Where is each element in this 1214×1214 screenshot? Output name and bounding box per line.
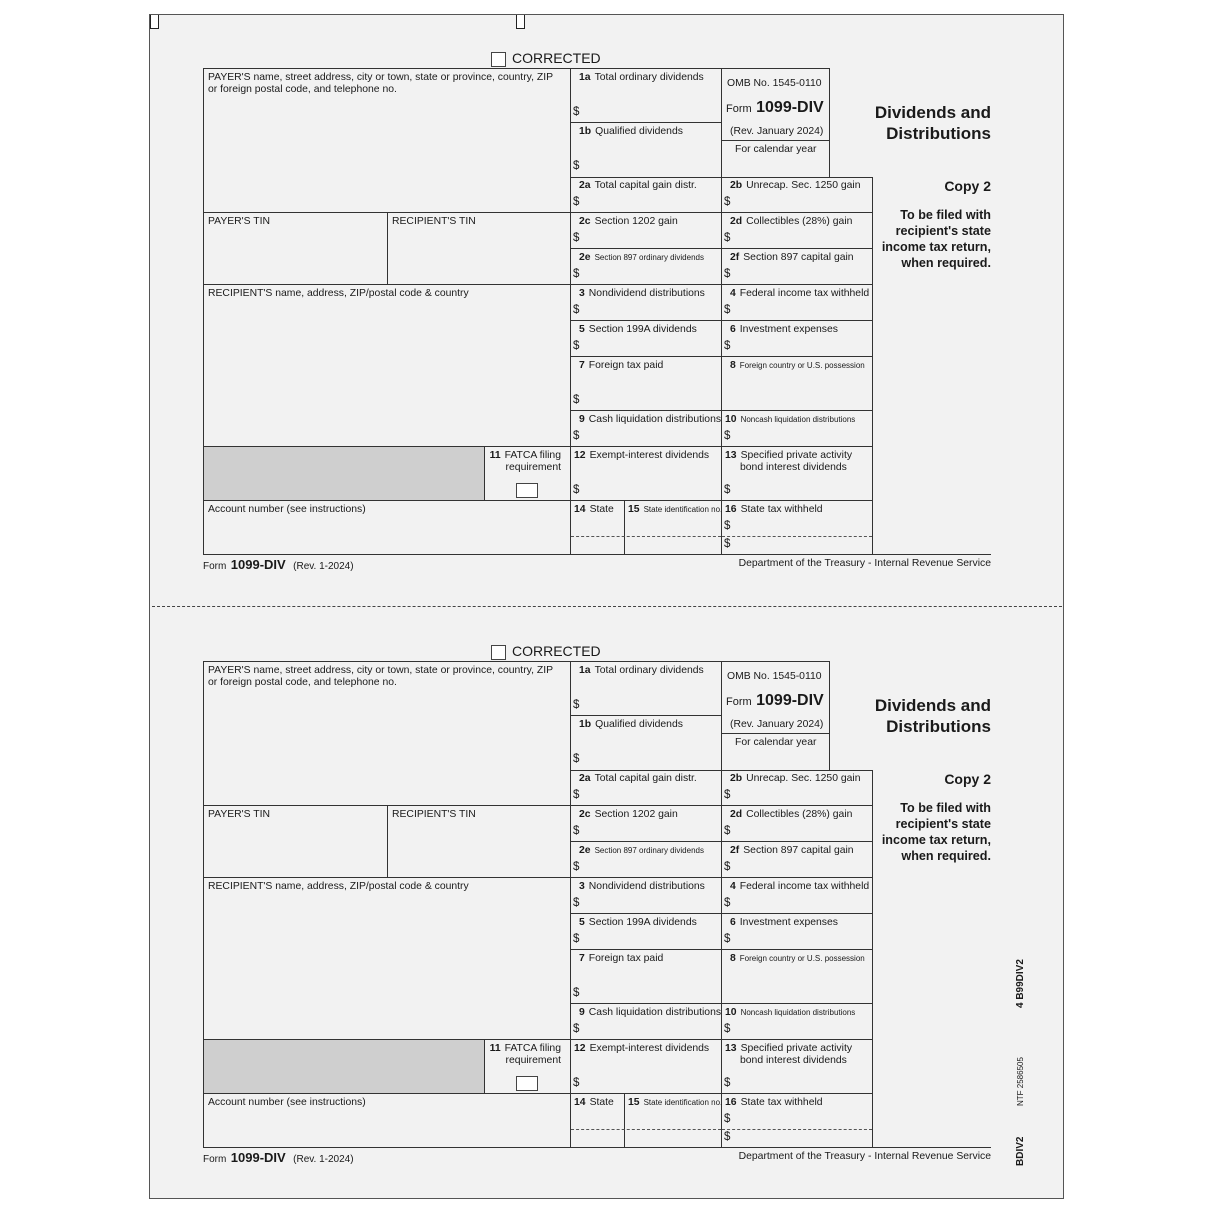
box-6-amount[interactable]: $: [724, 340, 731, 352]
payer-name-field[interactable]: [204, 691, 570, 804]
box-2f-amount[interactable]: $: [724, 861, 731, 873]
form-copy-top: [0, 0, 1214, 580]
account-number-field[interactable]: [204, 1111, 570, 1147]
box-13-label: 13 Specified private activity bond interest dividends: [725, 1043, 853, 1066]
corrected-checkbox[interactable]: [491, 52, 506, 67]
payer-name-field[interactable]: [204, 98, 570, 211]
box-15-field[interactable]: [625, 1111, 721, 1147]
box-2d-amount[interactable]: $: [724, 232, 731, 244]
box-6-amount[interactable]: $: [724, 933, 731, 945]
recipient-tin-field[interactable]: [388, 823, 570, 877]
box-16-label: 16 State tax withheld: [725, 1097, 823, 1108]
revision-date: (Rev. January 2024): [730, 719, 824, 730]
box-2e-amount[interactable]: $: [573, 861, 580, 873]
box-6-label: 6 Investment expenses: [730, 917, 838, 928]
side-code-3: BDIV2: [1015, 1136, 1026, 1166]
box-9-amount[interactable]: $: [573, 430, 580, 442]
side-code-2: NTF 2586505: [1016, 1057, 1025, 1106]
box-16-label: 16 State tax withheld: [725, 504, 823, 515]
omb-number: OMB No. 1545-0110: [727, 671, 822, 682]
footer-form-id: Form 1099-DIV (Rev. 1-2024): [203, 1150, 354, 1165]
payer-name-label: PAYER'S name, street address, city or town, state or province, country, ZIP: [208, 665, 554, 676]
box-7-amount[interactable]: $: [573, 394, 580, 406]
box-2d-amount[interactable]: $: [724, 825, 731, 837]
form-id: Form 1099-DIV: [726, 692, 824, 709]
box-5-amount[interactable]: $: [573, 933, 580, 945]
recipient-name-field[interactable]: [204, 895, 570, 1039]
box-13-amount[interactable]: $: [724, 1077, 731, 1089]
footer-department: Department of the Treasury - Internal Revenue Service: [738, 1151, 991, 1162]
payer-tin-field[interactable]: [204, 230, 387, 284]
box-1a-label: 1a Total ordinary dividends: [579, 665, 704, 676]
box-15-field[interactable]: [625, 518, 721, 554]
box-3-label: 3 Nondividend distributions: [579, 288, 705, 299]
box-2f-label: 2f Section 897 capital gain: [730, 845, 854, 856]
box-5-label: 5 Section 199A dividends: [579, 324, 697, 335]
fatca-checkbox[interactable]: [516, 1076, 538, 1091]
box-2b-label: 2b Unrecap. Sec. 1250 gain: [730, 773, 861, 784]
fatca-checkbox[interactable]: [516, 483, 538, 498]
box-2d-label: 2d Collectibles (28%) gain: [730, 216, 853, 227]
box-10-label: 10 Noncash liquidation distributions: [725, 1007, 856, 1018]
box-8-field[interactable]: [722, 374, 872, 410]
payer-name-label: PAYER'S name, street address, city or town, state or province, country, ZIP: [208, 72, 554, 83]
recipient-tin-label: RECIPIENT'S TIN: [392, 809, 476, 820]
box-14-label: 14 State: [574, 1097, 614, 1108]
box-8-label: 8 Foreign country or U.S. possession: [730, 360, 865, 371]
box-2a-amount[interactable]: $: [573, 196, 580, 208]
box-1a-amount[interactable]: $: [573, 699, 580, 711]
box-13-amount[interactable]: $: [724, 484, 731, 496]
box-2a-amount[interactable]: $: [573, 789, 580, 801]
recipient-tin-field[interactable]: [388, 230, 570, 284]
box-2f-amount[interactable]: $: [724, 268, 731, 280]
form-id: Form 1099-DIV: [726, 99, 824, 116]
box-15-label: 15 State identification no.: [628, 1097, 723, 1108]
box-2d-label: 2d Collectibles (28%) gain: [730, 809, 853, 820]
box-3-label: 3 Nondividend distributions: [579, 881, 705, 892]
box-7-label: 7 Foreign tax paid: [579, 360, 664, 371]
box-14-field[interactable]: [571, 518, 624, 554]
revision-date: (Rev. January 2024): [730, 126, 824, 137]
recipient-name-label: RECIPIENT'S name, address, ZIP/postal code & country: [208, 881, 469, 892]
payer-name-label-2: or foreign postal code, and telephone no.: [208, 677, 397, 688]
copy-label: Copy 2: [944, 771, 991, 787]
box-2e-label: 2e Section 897 ordinary dividends: [579, 252, 704, 263]
box-15-label: 15 State identification no.: [628, 504, 723, 515]
shaded-area: [204, 1040, 484, 1093]
box-10-label: 10 Noncash liquidation distributions: [725, 414, 856, 425]
copy-note: To be filed with recipient's state income tax return, when required.: [881, 208, 991, 270]
box-12-amount[interactable]: $: [573, 484, 580, 496]
box-16-amount-1[interactable]: $: [724, 520, 731, 532]
box-2a-label: 2a Total capital gain distr.: [579, 180, 697, 191]
payer-name-label-2: or foreign postal code, and telephone no.: [208, 84, 397, 95]
box-1a-amount[interactable]: $: [573, 106, 580, 118]
box-1b-amount[interactable]: $: [573, 160, 580, 172]
box-2f-label: 2f Section 897 capital gain: [730, 252, 854, 263]
box-1a-label: 1a Total ordinary dividends: [579, 72, 704, 83]
box-14-field[interactable]: [571, 1111, 624, 1147]
account-number-field[interactable]: [204, 518, 570, 554]
box-1b-amount[interactable]: $: [573, 753, 580, 765]
shaded-area: [204, 447, 484, 500]
account-number-label: Account number (see instructions): [208, 504, 366, 515]
box-9-label: 9 Cash liquidation distributions: [579, 414, 722, 425]
box-13-label: 13 Specified private activity bond interest dividends: [725, 450, 853, 473]
side-code-1: 4 B99DIV2: [1015, 959, 1026, 1008]
box-7-label: 7 Foreign tax paid: [579, 953, 664, 964]
box-3-amount[interactable]: $: [573, 304, 580, 316]
corrected-checkbox[interactable]: [491, 645, 506, 660]
calendar-year-label: For calendar year: [735, 737, 817, 748]
box-4-label: 4 Federal income tax withheld: [730, 881, 870, 892]
recipient-name-label: RECIPIENT'S name, address, ZIP/postal code & country: [208, 288, 469, 299]
form-copy-bottom: [0, 593, 1214, 1173]
box-2b-amount[interactable]: $: [724, 196, 731, 208]
box-10-amount[interactable]: $: [724, 430, 731, 442]
box-1b-label: 1b Qualified dividends: [579, 719, 683, 730]
box-4-amount[interactable]: $: [724, 304, 731, 316]
box-12-label: 12 Exempt-interest dividends: [574, 1043, 710, 1054]
account-number-label: Account number (see instructions): [208, 1097, 366, 1108]
box-12-amount[interactable]: $: [573, 1077, 580, 1089]
box-8-field[interactable]: [722, 967, 872, 1003]
box-2c-amount[interactable]: $: [573, 825, 580, 837]
box-16-amount-2[interactable]: $: [724, 538, 731, 550]
box-1b-label: 1b Qualified dividends: [579, 126, 683, 137]
box-2a-label: 2a Total capital gain distr.: [579, 773, 697, 784]
form-title: Dividends and Distributions: [874, 696, 991, 736]
fatca-label: 11 FATCA filing requirement: [489, 1043, 561, 1066]
box-2c-amount[interactable]: $: [573, 232, 580, 244]
box-10-amount[interactable]: $: [724, 1023, 731, 1035]
box-16-amount-1[interactable]: $: [724, 1113, 731, 1125]
box-4-amount[interactable]: $: [724, 897, 731, 909]
payer-tin-field[interactable]: [204, 823, 387, 877]
footer-form-id: Form 1099-DIV (Rev. 1-2024): [203, 557, 354, 572]
fatca-label: 11 FATCA filing requirement: [489, 450, 561, 473]
footer-department: Department of the Treasury - Internal Revenue Service: [738, 558, 991, 569]
box-4-label: 4 Federal income tax withheld: [730, 288, 870, 299]
copy-note: To be filed with recipient's state income tax return, when required.: [881, 801, 991, 863]
box-7-amount[interactable]: $: [573, 987, 580, 999]
box-16-amount-2[interactable]: $: [724, 1131, 731, 1143]
box-2e-amount[interactable]: $: [573, 268, 580, 280]
box-3-amount[interactable]: $: [573, 897, 580, 909]
box-2b-amount[interactable]: $: [724, 789, 731, 801]
box-8-label: 8 Foreign country or U.S. possession: [730, 953, 865, 964]
box-5-label: 5 Section 199A dividends: [579, 917, 697, 928]
box-5-amount[interactable]: $: [573, 340, 580, 352]
box-2b-label: 2b Unrecap. Sec. 1250 gain: [730, 180, 861, 191]
form-title: Dividends and Distributions: [874, 103, 991, 143]
corrected-label: CORRECTED: [512, 50, 601, 66]
corrected-label: CORRECTED: [512, 643, 601, 659]
box-6-label: 6 Investment expenses: [730, 324, 838, 335]
box-2c-label: 2c Section 1202 gain: [579, 216, 678, 227]
box-9-amount[interactable]: $: [573, 1023, 580, 1035]
box-9-label: 9 Cash liquidation distributions: [579, 1007, 722, 1018]
payer-tin-label: PAYER'S TIN: [208, 809, 271, 820]
calendar-year-label: For calendar year: [735, 144, 817, 155]
box-12-label: 12 Exempt-interest dividends: [574, 450, 710, 461]
payer-tin-label: PAYER'S TIN: [208, 216, 271, 227]
omb-number: OMB No. 1545-0110: [727, 78, 822, 89]
box-14-label: 14 State: [574, 504, 614, 515]
box-2c-label: 2c Section 1202 gain: [579, 809, 678, 820]
recipient-name-field[interactable]: [204, 302, 570, 446]
copy-label: Copy 2: [944, 178, 991, 194]
box-2e-label: 2e Section 897 ordinary dividends: [579, 845, 704, 856]
recipient-tin-label: RECIPIENT'S TIN: [392, 216, 476, 227]
